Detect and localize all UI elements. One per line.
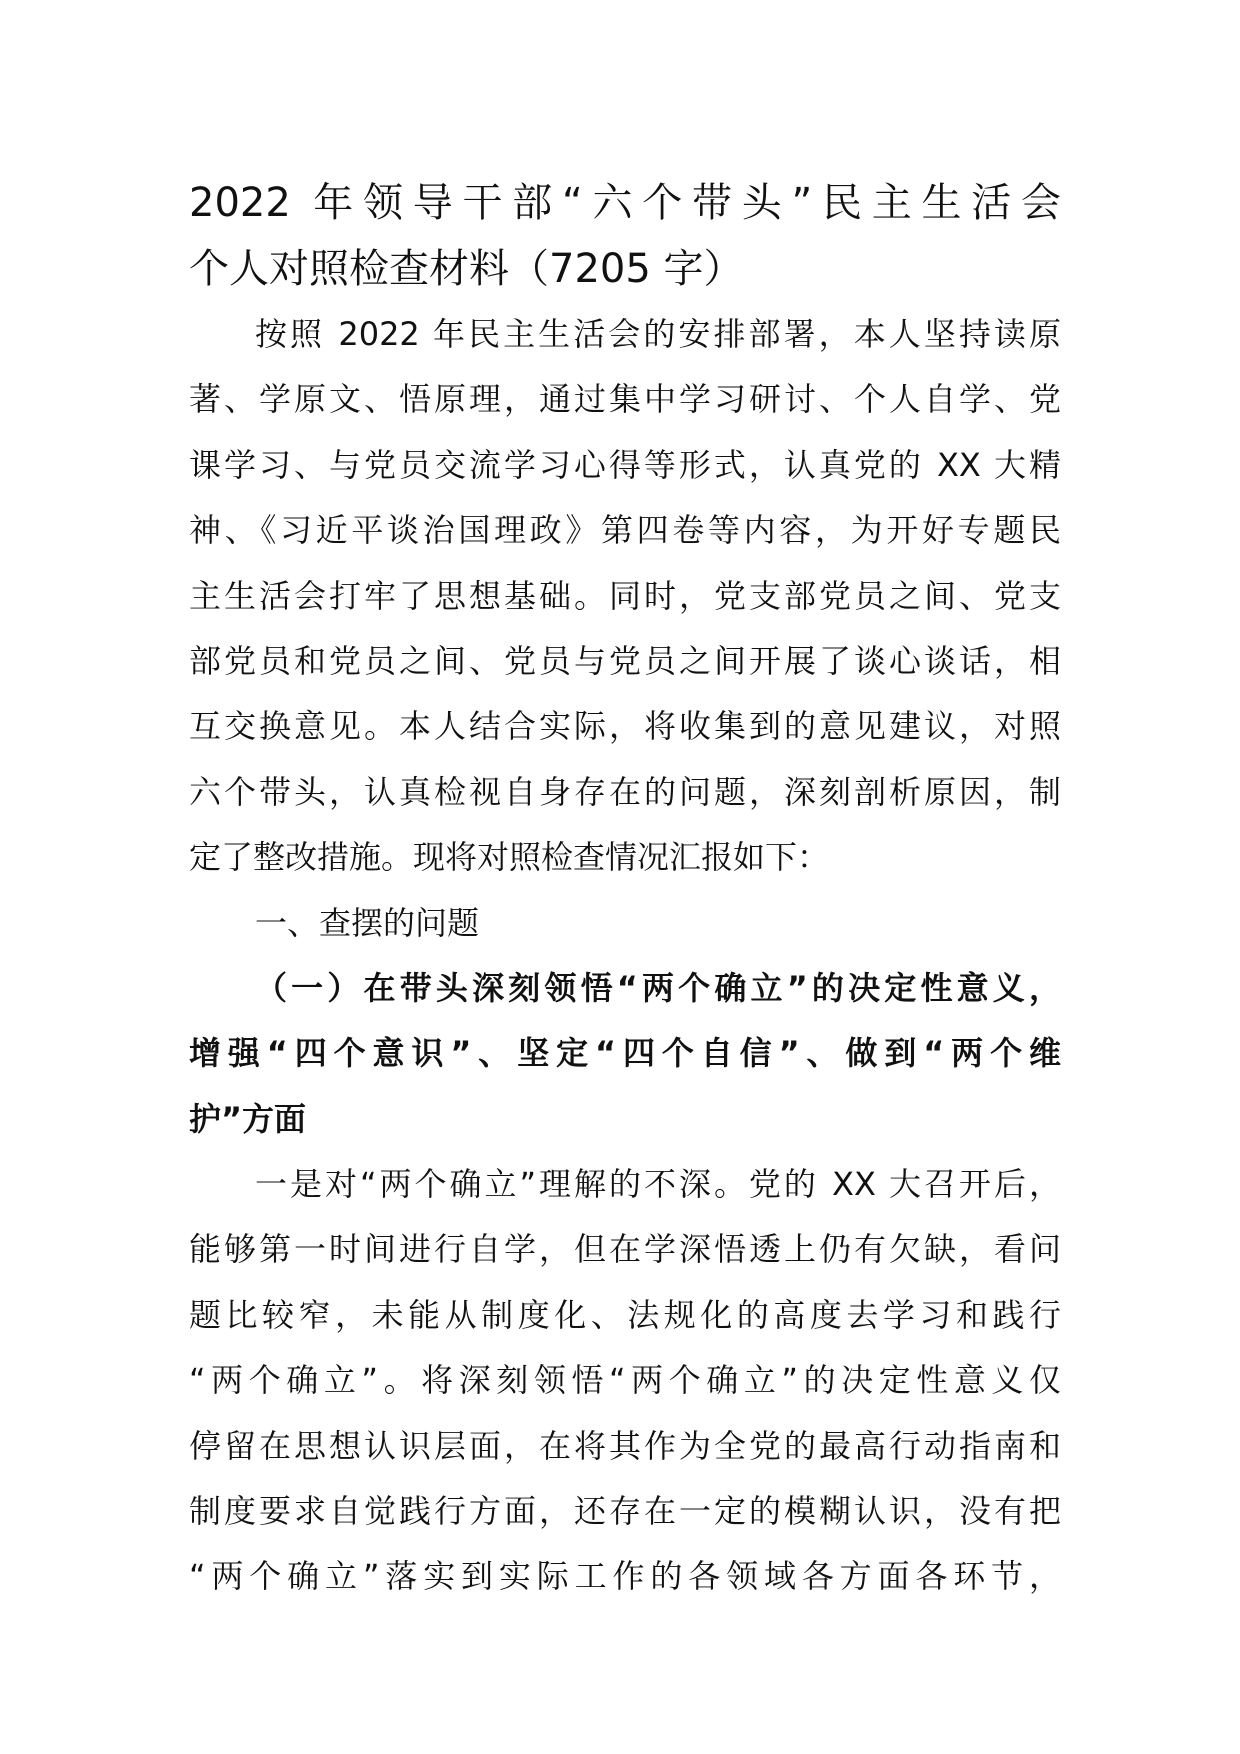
text-line: 著、学原文、悟原理，通过集中学习研讨、个人自学、党 — [189, 380, 1061, 419]
text-line: 制度要求自觉践行方面，还存在一定的模糊认识，没有把 — [189, 1492, 1061, 1531]
text-line: 护”方面 — [189, 1099, 307, 1138]
text-line: 停留在思想认识层面，在将其作为全党的最高行动指南和 — [189, 1426, 1061, 1465]
text-line: 题比较窄，未能从制度化、法规化的高度去学习和践行 — [189, 1295, 1061, 1334]
text-line: 课学习、与党员交流学习心得等形式，认真党的 XX 大精 — [189, 445, 1061, 484]
text-line: 定了整改措施。现将对照检查情况汇报如下： — [189, 838, 830, 877]
text-line: “两个确立”。将深刻领悟“两个确立”的决定性意义仅 — [189, 1361, 1061, 1400]
text-line: 神、《习近平谈治国理政》第四卷等内容，为开好专题民 — [189, 511, 1061, 550]
text-line: 六个带头，认真检视自身存在的问题，深刻剖析原因，制 — [189, 772, 1061, 811]
text-line: 按照 2022 年民主生活会的安排部署，本人坚持读原 — [255, 315, 1061, 353]
body-paragraph — [189, 1152, 1061, 1610]
document-page — [189, 170, 1061, 1610]
section-heading: 一、查摆的问题 — [255, 903, 480, 942]
text-line: 部党员和党员之间、党员与党员之间开展了谈心谈话，相 — [189, 641, 1061, 680]
text-line: 能够第一时间进行自学，但在学深悟透上仍有欠缺，看问 — [189, 1230, 1061, 1269]
document-title — [189, 170, 1061, 302]
text-line: （一）在带头深刻领悟“两个确立”的决定性意义， — [255, 968, 1061, 1007]
text-line: “两个确立”落实到实际工作的各领域各方面各环节， — [189, 1557, 1061, 1596]
text-line: 主生活会打牢了思想基础。同时，党支部党员之间、党支 — [189, 576, 1061, 615]
intro-paragraph — [189, 302, 1061, 891]
text-line: 互交换意见。本人结合实际，将收集到的意见建议，对照 — [189, 707, 1061, 746]
text-line: 增强“四个意识”、坚定“四个自信”、做到“两个维 — [189, 1034, 1061, 1073]
title-line: 个人对照检查材料（7205 字） — [189, 246, 744, 292]
subsection-heading — [189, 956, 1061, 1152]
title-line: 2022 年领导干部“六个带头”民主生活会 — [189, 180, 1061, 226]
text-line: 一是对“两个确立”理解的不深。党的 XX 大召开后， — [255, 1165, 1061, 1204]
